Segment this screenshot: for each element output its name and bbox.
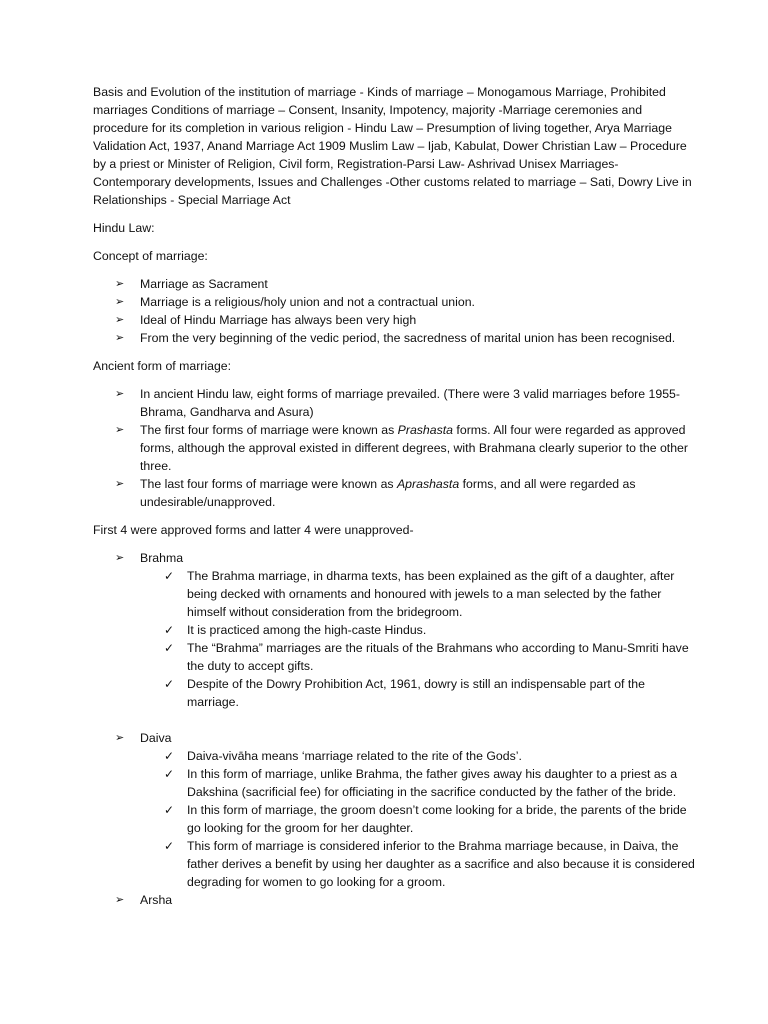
form-daiva: ➢ Daiva ✓ Daiva-vivāha means ‘marriage related to the rite of the Gods’. ✓ In this form of marriage, unlike Brahma, the father gives away his daughter to a priest as a Dakshina (sacrificial fee) for officiating in the sacrifice conducted by the father of the bride. ✓ In this form of marriage, the groom doesn’t come looking for a bride, the parents of the bride go looking for the groom for her daughter. ✓ This form of marriage is considered inferior to the Brahma marriage because, in Daiva, the father derives a benefit by using her daughter as a sacrifice and also because it is considered degrading for women to go looking for a groom. xyxy=(93,729,698,891)
check-bullet-icon: ✓ xyxy=(164,749,175,763)
list-item: ➢ Ideal of Hindu Marriage has always been very high xyxy=(115,313,417,327)
form-arsha: ➢ Arsha xyxy=(115,893,173,907)
list-item: ➢ The first four forms of marriage were known as Prashasta forms. All four were regarded as approved forms, although the approval existed in different degrees, with Brahmana clearly superior to the other three. xyxy=(115,423,688,473)
brahma-points xyxy=(140,567,698,711)
ancient-list xyxy=(93,385,698,511)
list-item: ➢ Marriage as Sacrament xyxy=(115,277,268,291)
check-bullet-icon: ✓ xyxy=(164,623,175,637)
ancient-heading: Ancient form of marriage: xyxy=(93,359,232,373)
list-item: ✓ It is practiced among the high-caste Hindus. xyxy=(164,623,427,637)
list-item: ✓ In this form of marriage, unlike Brahma, the father gives away his daughter to a priest as a Dakshina (sacrificial fee) for officiating in the sacrifice conducted by the father of the bride. xyxy=(164,767,678,799)
first4-line: First 4 were approved forms and latter 4 were unapproved- xyxy=(93,523,414,537)
aprashasta-term: Aprashasta xyxy=(396,477,460,491)
check-bullet-icon: ✓ xyxy=(164,767,175,781)
arrow-bullet-icon: ➢ xyxy=(115,552,125,564)
syllabus-paragraph: Basis and Evolution of the institution of marriage - Kinds of marriage – Monogamous Marriage, Prohibited marriages Conditions of marriage – Consent, Insanity, Impotency, majority -Marriage ceremonies and procedure for its completion in various religion - Hindu Law – Presumption of living together, Arya Marriage Validation Act, 1937, Anand Marriage Act 1909 Muslim Law – Ijab, Kabulat, Dower Christian Law – Procedure by a priest or Minister of Religion, Civil form, Registration-Parsi Law- Ashrivad Unisex Marriages- Contemporary developments, Issues and Challenges -Other customs related to marriage – Sati, Dowry Live in Relationships - Special Marriage Act xyxy=(93,85,692,207)
arrow-bullet-icon: ➢ xyxy=(115,732,125,744)
check-bullet-icon: ✓ xyxy=(164,839,175,853)
arrow-bullet-icon: ➢ xyxy=(115,388,125,400)
forms-list xyxy=(93,549,698,909)
arrow-bullet-icon: ➢ xyxy=(115,278,125,290)
list-item: ➢ The last four forms of marriage were known as Aprashasta forms, and all were regarded as undesirable/unapproved. xyxy=(115,477,636,509)
arrow-bullet-icon: ➢ xyxy=(115,332,125,344)
list-item: ➢ Marriage is a religious/holy union and not a contractual union. xyxy=(115,295,475,309)
spacer xyxy=(140,711,698,729)
hindu-law-heading: Hindu Law: xyxy=(93,221,155,235)
arrow-bullet-icon: ➢ xyxy=(115,296,125,308)
list-item: ✓ Despite of the Dowry Prohibition Act, 1961, dowry is still an indispensable part of the marriage. xyxy=(164,677,645,709)
daiva-points xyxy=(140,747,698,891)
concept-heading: Concept of marriage: xyxy=(93,249,208,263)
check-bullet-icon: ✓ xyxy=(164,677,175,691)
check-bullet-icon: ✓ xyxy=(164,641,175,655)
list-item: ✓ Daiva-vivāha means ‘marriage related to the rite of the Gods’. xyxy=(164,749,522,763)
list-item: ✓ In this form of marriage, the groom doesn’t come looking for a bride, the parents of the bride go looking for the groom for her daughter. xyxy=(164,803,687,835)
check-bullet-icon: ✓ xyxy=(164,569,175,583)
concept-list xyxy=(93,275,698,347)
arrow-bullet-icon: ➢ xyxy=(115,424,125,436)
prashasta-term: Prashasta xyxy=(397,423,454,437)
list-item: ✓ This form of marriage is considered inferior to the Brahma marriage because, in Daiva, the father derives a benefit by using her daughter as a sacrifice and also because it is considered degrading for women to go looking for a groom. xyxy=(164,839,695,889)
list-item: ✓ The “Brahma” marriages are the rituals of the Brahmans who according to Manu-Smriti have the duty to accept gifts. xyxy=(164,641,689,673)
arrow-bullet-icon: ➢ xyxy=(115,894,125,906)
list-item: ➢ In ancient Hindu law, eight forms of marriage prevailed. (There were 3 valid marriages before 1955- Bhrama, Gandharva and Asura) xyxy=(115,387,680,419)
list-item: ✓ The Brahma marriage, in dharma texts, has been explained as the gift of a daughter, after being decked with ornaments and honoured with jewels to a man selected by the father himself without consideration from the bridegroom. xyxy=(164,569,675,619)
check-bullet-icon: ✓ xyxy=(164,803,175,817)
list-item: ➢ From the very beginning of the vedic period, the sacredness of marital union has been recognised. xyxy=(115,331,676,345)
arrow-bullet-icon: ➢ xyxy=(115,478,125,490)
form-brahma: ➢ Brahma ✓ The Brahma marriage, in dharma texts, has been explained as the gift of a daughter, after being decked with ornaments and honoured with jewels to a man selected by the father himself without consideration from the bridegroom. ✓ It is practiced among the high-caste Hindus. ✓ The “Brahma” marriages are the rituals of the Brahmans who according to Manu-Smriti have the duty to accept gifts. ✓ Despite of the Dowry Prohibition Act, 1961, dowry is still an indispensable part of the marriage. xyxy=(93,549,698,729)
arrow-bullet-icon: ➢ xyxy=(115,314,125,326)
